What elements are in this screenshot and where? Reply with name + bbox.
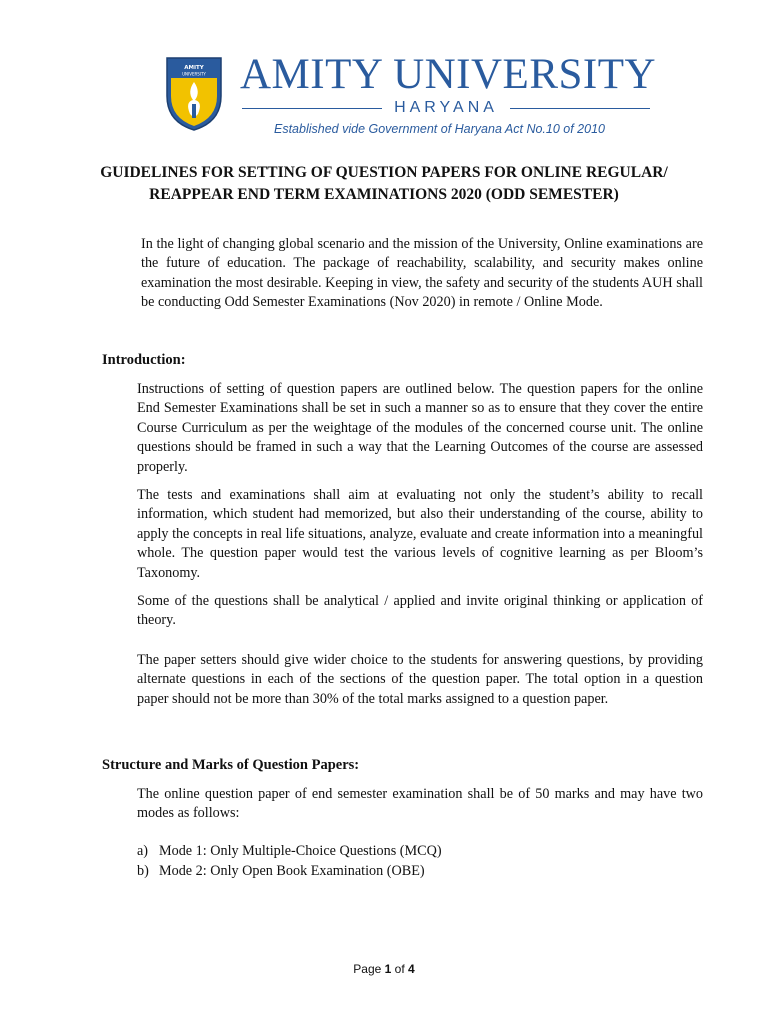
- introduction-paragraph-2: The tests and examinations shall aim at evaluating not only the student’s ability to recall information, which student had memorized, but also their understanding of the course, ability to apply the concepts in real life situations, analyze, evaluate and create information into a meaningful whole. The question paper would test the various levels of cognitive learning as per Bloom’s Taxonomy.: [137, 487, 703, 581]
- title-line-1: GUIDELINES FOR SETTING OF QUESTION PAPERS FOR ONLINE REGULAR/: [100, 164, 668, 181]
- introduction-paragraph-1: Instructions of setting of question papers are outlined below. The question papers for the online End Semester Examinations shall be set in such a manner so as to ensure that they cover the entire Course Curriculum as per the weightage of the modules of the concerned course unit. The online questions should be framed in such a way that the Learning Outcomes of the course are assessed properly.: [137, 381, 703, 475]
- state-name: HARYANA: [394, 99, 498, 116]
- page-word: Page: [353, 962, 382, 976]
- of-word: of: [394, 962, 405, 976]
- introduction-paragraph-3: Some of the questions shall be analytical / applied and invite original thinking or application of theory.: [137, 593, 703, 629]
- university-crest-logo: [163, 52, 225, 132]
- document-title: [60, 162, 708, 206]
- mode-text: Mode 2: Only Open Book Examination (OBE): [159, 863, 425, 879]
- divider-right: [510, 108, 650, 109]
- total-pages-number: 4: [408, 962, 415, 976]
- university-header: [158, 52, 658, 142]
- list-marker: b): [137, 863, 149, 879]
- current-page-number: 1: [384, 962, 392, 976]
- mode-list-item: [137, 861, 425, 881]
- state-line: [242, 98, 650, 118]
- title-line-2: REAPPEAR END TERM EXAMINATIONS 2020 (ODD SEMESTER): [149, 186, 619, 203]
- svg-text:AMITY: AMITY: [184, 65, 204, 71]
- structure-heading: Structure and Marks of Question Papers:: [102, 757, 360, 773]
- list-marker: a): [137, 843, 149, 859]
- structure-paragraph: The online question paper of end semester examination shall be of 50 marks and may have two modes as follows:: [137, 786, 703, 822]
- intro-paragraph: In the light of changing global scenario and the mission of the University, Online examinations are the future of education. The package of reachability, scalability, and security makes online examination the most desirable. Keeping in view, the safety and security of the students AUH shall be conducting Odd Semester Examinations (Nov 2020) in remote / Online Mode.: [141, 236, 703, 311]
- university-name: AMITY UNIVERSITY: [240, 51, 657, 98]
- mode-list-item: [137, 841, 442, 861]
- established-text: Established vide Government of Haryana Act No.10 of 2010: [274, 122, 605, 136]
- page-footer: [0, 962, 768, 976]
- svg-text:UNIVERSITY: UNIVERSITY: [182, 71, 206, 77]
- mode-text: Mode 1: Only Multiple-Choice Questions (MCQ): [159, 843, 442, 859]
- introduction-heading: Introduction:: [102, 352, 186, 368]
- introduction-paragraph-4: The paper setters should give wider choice to the students for answering questions, by providing alternate questions in each of the sections of the question paper. The total option in a question paper should not be more than 30% of the total marks assigned to a question paper.: [137, 652, 703, 707]
